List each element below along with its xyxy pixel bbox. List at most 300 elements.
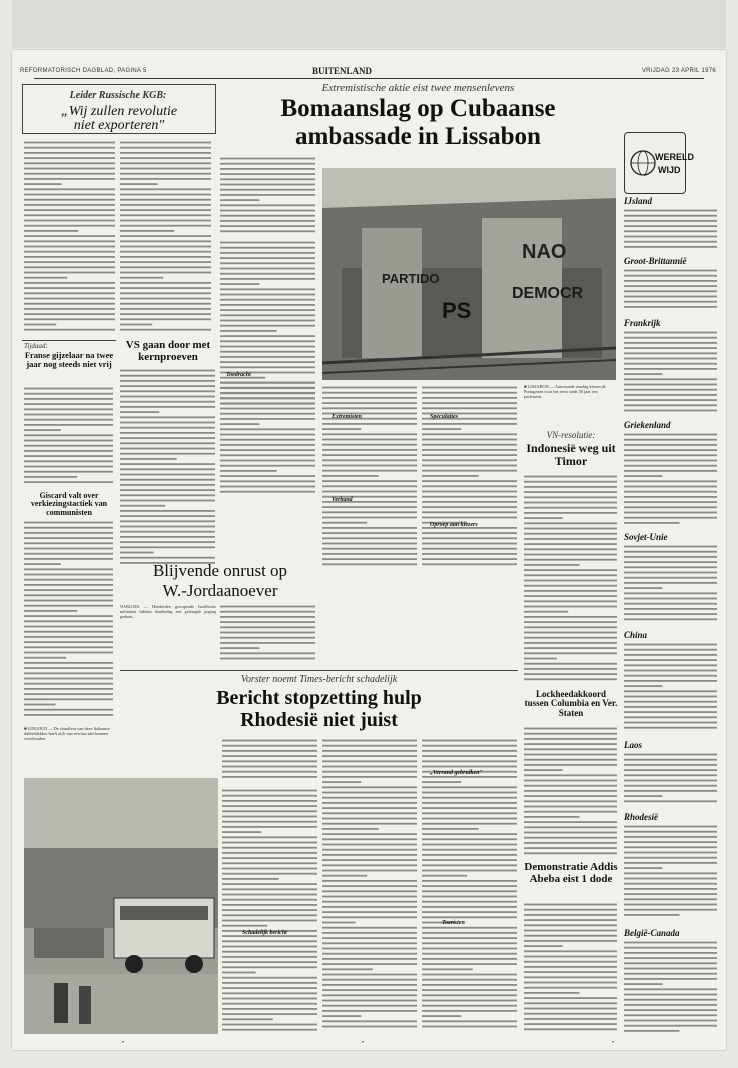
text-line <box>120 303 211 305</box>
text-line <box>422 958 517 960</box>
text-line <box>624 486 717 488</box>
sidebar-text-china <box>624 642 718 734</box>
text-line <box>222 857 317 859</box>
text-line <box>322 859 417 861</box>
text-line <box>120 240 211 242</box>
text-line <box>322 828 379 830</box>
text-lines <box>24 520 114 721</box>
text-line <box>322 880 417 882</box>
text-line <box>422 511 517 513</box>
text-line <box>24 626 113 628</box>
text-line <box>422 927 517 929</box>
text-line <box>120 183 158 185</box>
text-line <box>624 572 717 574</box>
text-line <box>322 771 417 773</box>
text-line <box>422 974 517 976</box>
text-line <box>24 636 113 638</box>
text-line <box>624 454 717 456</box>
page-mark: • <box>122 1040 125 1046</box>
text-line <box>24 318 115 320</box>
text-line <box>422 906 517 908</box>
lisbon-photo-caption: ■ LISSABON — Aanstaande zondag kiezen de Portugezen voor het eerst sinds 50 jaar een parlement. <box>524 384 606 400</box>
text-line <box>120 292 211 294</box>
text-line <box>624 690 717 692</box>
text-line <box>322 916 417 918</box>
text-line <box>624 496 717 498</box>
giscard-column <box>24 520 114 720</box>
text-line <box>322 797 417 799</box>
text-line <box>322 864 417 866</box>
text-line <box>220 475 315 477</box>
text-line <box>422 833 517 835</box>
tijdaad-kicker: Tijdaad: <box>24 342 48 350</box>
text-line <box>120 209 211 211</box>
text-line <box>220 434 315 436</box>
text-line <box>322 553 417 555</box>
text-line <box>120 152 211 154</box>
text-line <box>524 1023 617 1025</box>
text-line <box>120 468 215 470</box>
text-line <box>624 857 717 859</box>
text-line <box>422 937 517 939</box>
text-line <box>524 919 617 921</box>
text-line <box>624 878 717 880</box>
kgb-column-1 <box>24 140 116 335</box>
text-line <box>220 366 315 368</box>
text-line <box>624 230 717 232</box>
text-line <box>422 864 517 866</box>
text-line <box>624 790 717 792</box>
sidebar-title-rhodesie: Rhodesië <box>624 812 659 822</box>
text-line <box>220 330 277 332</box>
globe-icon <box>625 133 694 193</box>
text-line <box>422 1020 517 1022</box>
text-line <box>624 785 717 787</box>
text-line <box>322 766 417 768</box>
body-text-lines <box>624 208 718 252</box>
text-line <box>24 303 115 305</box>
text-line <box>322 745 417 747</box>
text-line <box>422 1015 461 1017</box>
text-line <box>524 642 617 644</box>
text-line <box>422 480 517 482</box>
text-line <box>524 930 617 932</box>
graffiti-wall-image <box>322 168 616 380</box>
text-line <box>524 548 617 550</box>
text-line <box>624 942 717 944</box>
text-line <box>322 781 361 783</box>
bus-photo-caption: ■ LINGOUN — De chauffeur van deze Italiaanse dubbeldekker heeft zich van een bus niet kunnen weerhouden. <box>24 726 110 742</box>
text-line <box>322 838 417 840</box>
text-line <box>322 948 417 950</box>
body-text-lines <box>220 604 316 666</box>
text-line <box>524 678 617 680</box>
text-line <box>120 520 215 522</box>
text-line <box>322 812 417 814</box>
text-line <box>322 397 417 399</box>
text-line <box>120 416 215 418</box>
text-line <box>120 329 211 331</box>
text-line <box>524 826 617 828</box>
text-line <box>222 805 317 807</box>
lockheed-column <box>524 726 618 856</box>
text-line <box>24 455 113 457</box>
text-line <box>322 807 417 809</box>
vs-column <box>120 368 216 568</box>
text-line <box>524 569 617 571</box>
lisbon-subhead-oproep: Oproep aan kiezers <box>430 522 478 528</box>
text-line <box>422 953 517 955</box>
text-line <box>524 673 617 675</box>
text-line <box>222 914 317 916</box>
text-line <box>322 517 417 519</box>
text-line <box>524 543 617 545</box>
text-line <box>220 294 315 296</box>
text-line <box>24 667 113 669</box>
text-line <box>220 642 315 644</box>
lisbon-subhead-extremisten: Extremisten <box>332 414 363 420</box>
text-line <box>422 532 517 534</box>
text-line <box>624 546 717 548</box>
rhodesie-subhead-toeristen: Toeristen <box>442 920 465 926</box>
text-line <box>322 439 417 441</box>
text-line <box>524 616 617 618</box>
text-line <box>422 880 517 882</box>
text-line <box>524 1013 617 1015</box>
text-line <box>624 826 717 828</box>
text-line <box>120 385 215 387</box>
text-line <box>220 225 315 227</box>
scan-strip <box>12 0 726 48</box>
text-line <box>322 563 417 565</box>
text-line <box>24 579 113 581</box>
text-line <box>624 215 717 217</box>
text-line <box>524 621 617 623</box>
text-lines <box>624 824 718 923</box>
body-text-lines <box>120 368 216 568</box>
text-line <box>220 480 315 482</box>
text-line <box>222 878 279 880</box>
text-line <box>322 543 417 545</box>
rhodesie-rule <box>120 670 518 671</box>
text-line <box>624 983 663 985</box>
text-line <box>220 204 315 206</box>
text-line <box>624 701 717 703</box>
text-lines <box>322 385 418 571</box>
text-line <box>120 272 211 274</box>
text-line <box>422 465 517 467</box>
text-line <box>222 795 317 797</box>
text-line <box>422 932 517 934</box>
text-line <box>120 437 215 439</box>
text-line <box>24 298 115 300</box>
text-line <box>524 956 617 958</box>
text-line <box>322 465 417 467</box>
text-line <box>422 818 517 820</box>
text-line <box>422 491 517 493</box>
text-line <box>524 764 617 766</box>
text-line <box>24 272 115 274</box>
tijdaad-headline: Franse gijzelaar na twee jaar nog steeds niet vrij <box>24 350 114 369</box>
text-line <box>422 553 517 555</box>
text-line <box>624 592 717 594</box>
text-line <box>624 893 717 895</box>
text-line <box>624 470 717 472</box>
westjordaan-column-2 <box>220 604 316 666</box>
text-line <box>120 380 215 382</box>
text-line <box>524 663 617 665</box>
text-line <box>322 953 417 955</box>
text-line <box>220 402 315 404</box>
text-line <box>624 1020 717 1022</box>
text-line <box>322 1010 417 1012</box>
text-line <box>624 236 717 238</box>
text-line <box>624 1030 679 1032</box>
body-text-lines <box>624 824 718 922</box>
text-line <box>24 615 113 617</box>
rhodesie-column-1 <box>222 788 318 1033</box>
text-line <box>624 759 717 761</box>
westjordaan-headline-1: Blijvende onrust op <box>152 561 288 580</box>
text-line <box>120 422 215 424</box>
text-line <box>422 911 517 913</box>
rhodesie-headline-2: Rhodesië niet juist <box>240 709 398 731</box>
text-line <box>624 680 717 682</box>
sidebar-text-griekenland <box>624 432 718 528</box>
sidebar-title-frankrijk: Frankrijk <box>624 318 661 328</box>
text-line <box>322 392 417 394</box>
text-line <box>222 883 317 885</box>
text-line <box>120 246 211 248</box>
timor-kicker: VN-resolutie: <box>546 430 596 440</box>
text-line <box>624 795 663 797</box>
text-line <box>120 396 215 398</box>
text-line <box>120 142 211 144</box>
text-line <box>624 290 717 292</box>
text-line <box>422 433 517 435</box>
graffiti-text-1: NAO <box>522 241 567 263</box>
text-line <box>322 922 356 924</box>
text-line <box>220 247 315 249</box>
text-line <box>322 407 417 409</box>
text-line <box>24 199 115 201</box>
text-line <box>524 982 617 984</box>
body-text-lines <box>24 386 114 486</box>
text-line <box>220 257 315 259</box>
body-text-lines <box>624 544 718 624</box>
text-line <box>322 963 417 965</box>
text-line <box>524 945 563 947</box>
text-line <box>24 672 113 674</box>
text-lines <box>322 738 418 1034</box>
text-line <box>624 363 717 365</box>
text-line <box>24 152 115 154</box>
addis-column <box>524 902 618 1034</box>
text-line <box>322 506 417 508</box>
text-line <box>524 971 617 973</box>
text-line <box>322 833 417 835</box>
text-line <box>624 389 717 391</box>
text-line <box>524 559 617 561</box>
body-text-lines <box>222 788 318 1033</box>
text-line <box>624 480 717 482</box>
text-line <box>322 849 417 851</box>
text-line <box>220 632 315 634</box>
text-line <box>624 598 717 600</box>
text-line <box>624 285 717 287</box>
text-line <box>24 220 115 222</box>
text-line <box>222 909 317 911</box>
text-line <box>322 875 367 877</box>
text-line <box>220 606 315 608</box>
text-line <box>524 522 617 524</box>
text-line <box>220 163 315 165</box>
text-line <box>24 440 113 442</box>
text-lines <box>624 940 718 1035</box>
text-line <box>524 935 617 937</box>
text-line <box>322 958 417 960</box>
text-line <box>24 246 115 248</box>
text-line <box>322 906 417 908</box>
text-line <box>524 647 617 649</box>
text-line <box>24 553 113 555</box>
text-line <box>220 283 259 285</box>
sidebar-text-ijsland <box>624 208 718 252</box>
text-line <box>322 776 417 778</box>
text-line <box>222 790 317 792</box>
text-line <box>24 313 115 315</box>
text-line <box>24 308 115 310</box>
text-line <box>322 537 417 539</box>
text-line <box>222 961 317 963</box>
text-line <box>120 199 211 201</box>
text-line <box>322 527 417 529</box>
text-line <box>322 979 417 981</box>
rhodesie-headline-1: Bericht stopzetting hulp <box>216 687 422 709</box>
text-line <box>24 445 113 447</box>
text-line <box>524 507 617 509</box>
text-line <box>220 658 315 660</box>
text-line <box>422 797 517 799</box>
text-line <box>422 485 517 487</box>
text-line <box>120 442 215 444</box>
text-line <box>524 595 617 597</box>
text-line <box>222 816 317 818</box>
text-line <box>524 658 557 660</box>
text-line <box>624 608 717 610</box>
text-line <box>222 888 317 890</box>
text-line <box>220 215 315 217</box>
text-line <box>422 459 517 461</box>
text-line <box>222 894 317 896</box>
body-text-lines <box>322 738 418 1033</box>
text-line <box>120 484 215 486</box>
text-line <box>222 771 317 773</box>
text-line <box>120 536 215 538</box>
text-line <box>220 626 315 628</box>
lockheed-headline: Lockheedakkoord tussen Columbia en Ver. Staten <box>524 689 618 718</box>
text-line <box>120 168 211 170</box>
text-line <box>422 823 517 825</box>
text-line <box>624 670 717 672</box>
text-line <box>322 750 417 752</box>
text-line <box>422 760 517 762</box>
text-lines <box>624 544 718 625</box>
kgb-headline-1: „Wij zullen revolutie <box>60 104 178 119</box>
text-line <box>322 558 417 560</box>
text-line <box>24 292 115 294</box>
text-line <box>624 962 717 964</box>
text-line <box>120 147 211 149</box>
text-line <box>624 342 717 344</box>
body-text-lines <box>524 902 618 1034</box>
text-line <box>120 162 211 164</box>
text-line <box>120 531 215 533</box>
text-line <box>120 235 211 237</box>
text-line <box>222 1013 317 1015</box>
text-line <box>222 810 317 812</box>
text-line <box>422 1026 517 1028</box>
text-line <box>422 537 517 539</box>
text-line <box>24 157 115 159</box>
text-line <box>120 427 215 429</box>
text-line <box>220 428 315 430</box>
text-line <box>524 554 617 556</box>
text-line <box>220 444 315 446</box>
text-line <box>120 308 211 310</box>
text-line <box>524 790 617 792</box>
body-text-lines <box>24 140 116 335</box>
text-line <box>524 538 617 540</box>
lisbon-lead <box>220 156 316 236</box>
text-line <box>220 621 315 623</box>
lisbon-headline-1: Bomaanslag op Cubaanse <box>280 95 556 122</box>
text-line <box>624 501 717 503</box>
text-line <box>24 466 113 468</box>
kgb-column-2 <box>120 140 212 335</box>
text-line <box>220 439 315 441</box>
text-line <box>24 450 113 452</box>
body-text-lines <box>624 432 718 528</box>
text-line <box>120 194 211 196</box>
text-line <box>322 1000 417 1002</box>
giscard-headline: Giscard valt over verkiezingstactiek van communisten <box>30 491 108 517</box>
text-line <box>524 966 617 968</box>
text-line <box>524 517 563 519</box>
text-line <box>220 278 315 280</box>
text-lines <box>524 474 618 685</box>
text-line <box>222 831 261 833</box>
text-line <box>524 590 617 592</box>
text-line <box>624 952 717 954</box>
text-line <box>120 448 215 450</box>
text-line <box>624 883 717 885</box>
text-line <box>624 506 717 508</box>
text-line <box>422 454 517 456</box>
text-line <box>220 470 277 472</box>
text-line <box>624 696 717 698</box>
sidebar-title-groot-brittannie: Groot-Brittannië <box>624 256 687 266</box>
body-text-lines <box>422 385 518 570</box>
text-line <box>24 282 115 284</box>
text-line <box>422 766 517 768</box>
text-line <box>422 963 517 965</box>
text-line <box>24 266 115 268</box>
wereld-wijd-logo <box>624 132 694 194</box>
text-line <box>624 384 717 386</box>
text-line <box>422 984 517 986</box>
text-line <box>624 947 717 949</box>
